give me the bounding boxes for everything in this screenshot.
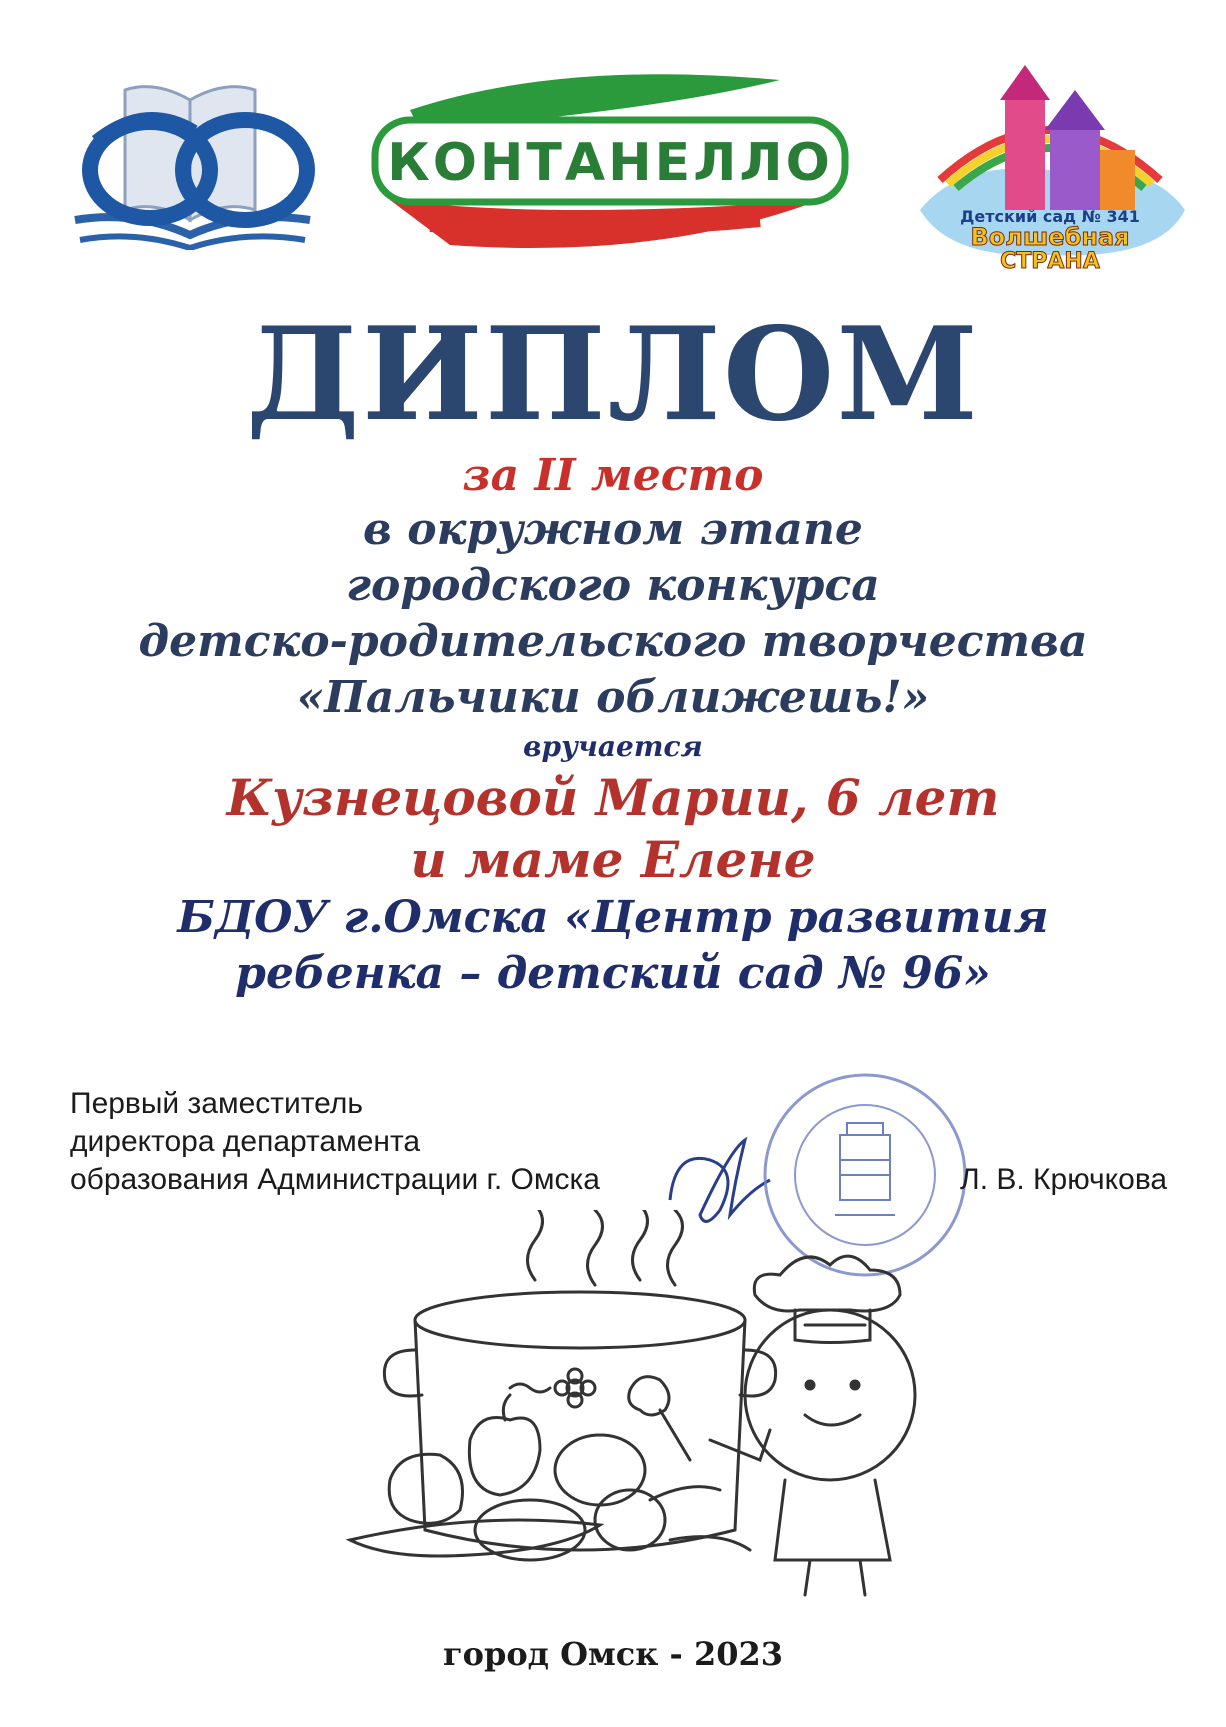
kontanello-logo-icon (360, 70, 860, 260)
awarded-label: вручается (523, 730, 703, 763)
diploma-title: ДИПЛОМ (246, 300, 980, 450)
signatory-position (70, 1085, 600, 1199)
award-line-2: городского конкурса (346, 560, 880, 611)
award-place: за II место (462, 450, 764, 501)
contest-name: «Пальчики оближешь!» (296, 672, 930, 723)
signatory-position-2: директора департамента (70, 1125, 421, 1158)
award-line-1: в окружном этапе (363, 504, 863, 555)
signatory-name: Л. В. Крючкова (960, 1163, 1168, 1196)
award-line-3: детско-родительского творчества (138, 616, 1088, 667)
recipient-line-2: и маме Елене (410, 830, 816, 889)
pot-and-chef-icon (330, 1210, 990, 1610)
book-logo-icon (55, 70, 330, 250)
organization-line-1: БДОУ г.Омска «Центр развития (177, 892, 1049, 943)
signatory-position-3: образования Администрации г. Омска (70, 1163, 600, 1196)
organization-line-2: ребенка – детский сад № 96» (235, 948, 991, 999)
recipient-line-1: Кузнецовой Марии, 6 лет (226, 768, 1000, 827)
footer-city-year: город Омск - 2023 (442, 1635, 784, 1673)
castle-logo-icon (900, 60, 1200, 275)
kindergarten-name-1: Волшебная (970, 223, 1130, 251)
cooking-illustration (330, 1210, 990, 1610)
kindergarten-name-2: СТРАНА (1000, 249, 1100, 274)
left-logo (55, 70, 330, 250)
kontanello-text: КОНТАНЕЛЛО (387, 133, 833, 193)
signatory-position-1: Первый заместитель (70, 1087, 363, 1120)
right-logo (900, 60, 1200, 275)
kindergarten-number: Детский сад № 341 (960, 207, 1140, 226)
center-logo (360, 70, 860, 260)
